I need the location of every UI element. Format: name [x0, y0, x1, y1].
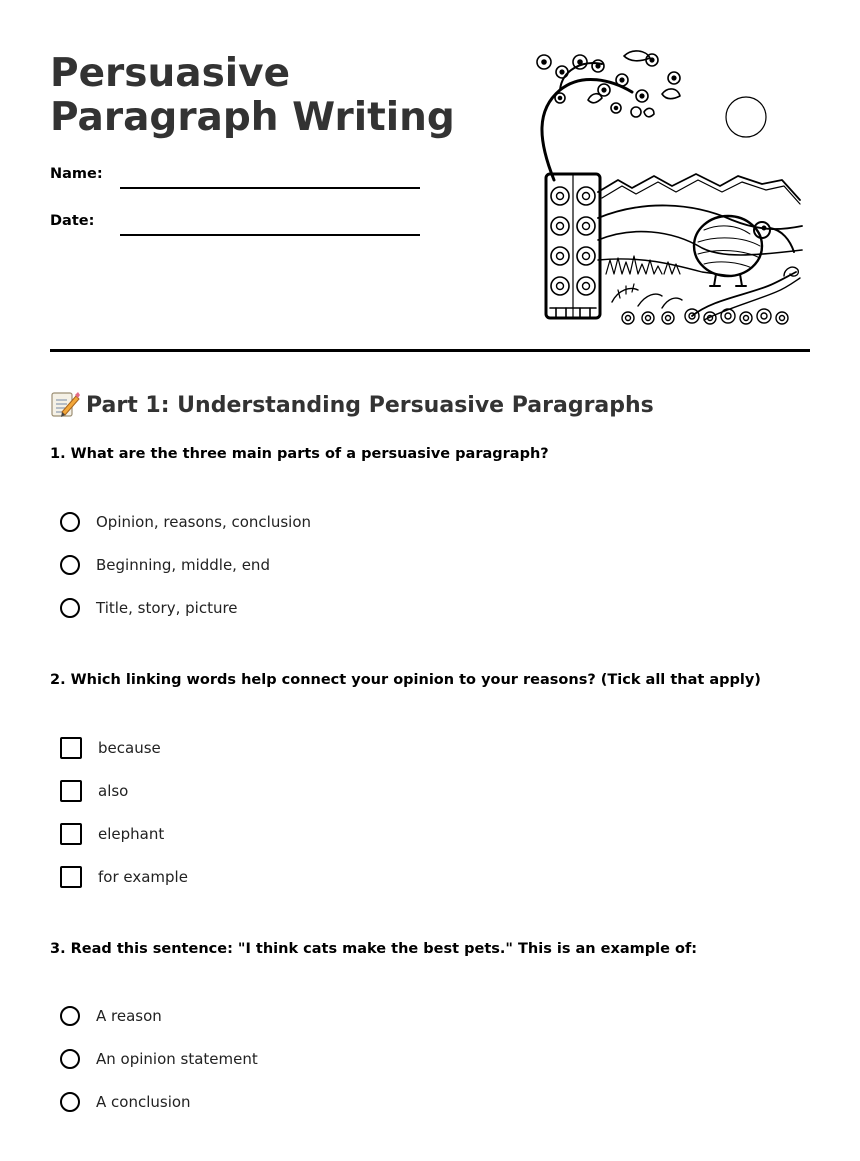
radio-button[interactable] [60, 1049, 80, 1069]
radio-button[interactable] [60, 598, 80, 618]
question-3-option-2[interactable] [60, 1047, 258, 1071]
question-2-text: 2. Which linking words help connect your opinion to your reasons? (Tick all that apply) [50, 672, 761, 688]
memo-icon [50, 390, 80, 418]
option-label: A reason [96, 1007, 162, 1025]
option-label: Opinion, reasons, conclusion [96, 513, 312, 531]
checkbox[interactable] [60, 823, 82, 845]
carved-post-icon [546, 174, 600, 318]
name-field[interactable] [120, 187, 420, 189]
question-3-text: 3. Read this sentence: "I think cats make the best pets." This is an example of: [50, 941, 698, 957]
question-3-option-1[interactable] [60, 1004, 162, 1028]
question-2-option-4[interactable] [60, 865, 188, 889]
question-2-option-1[interactable] [60, 736, 161, 760]
page-title: Persuasive Paragraph Writing [50, 51, 455, 140]
question-2-option-2[interactable] [60, 779, 128, 803]
option-label: An opinion statement [96, 1050, 258, 1068]
moon-icon [726, 97, 766, 137]
option-label: also [98, 782, 129, 800]
option-label: Title, story, picture [96, 599, 238, 617]
option-label: Beginning, middle, end [96, 556, 270, 574]
option-label: because [98, 739, 161, 757]
option-label: A conclusion [96, 1093, 191, 1111]
checkbox[interactable] [60, 737, 82, 759]
checkbox[interactable] [60, 866, 82, 888]
section-1-heading [50, 390, 654, 421]
question-1-option-3[interactable] [60, 596, 238, 620]
header-divider [50, 349, 810, 352]
radio-button[interactable] [60, 1006, 80, 1026]
question-2-option-3[interactable] [60, 822, 164, 846]
radio-button[interactable] [60, 1092, 80, 1112]
date-field[interactable] [120, 234, 420, 236]
question-1-text: 1. What are the three main parts of a persuasive paragraph? [50, 446, 549, 462]
question-3-option-3[interactable] [60, 1090, 191, 1114]
kiwi-landscape-illustration [532, 50, 810, 330]
option-label: for example [98, 868, 188, 886]
radio-button[interactable] [60, 555, 80, 575]
name-label: Name: [50, 166, 103, 182]
question-1-option-2[interactable] [60, 553, 270, 577]
radio-button[interactable] [60, 512, 80, 532]
question-1-option-1[interactable] [60, 510, 311, 534]
checkbox[interactable] [60, 780, 82, 802]
date-label: Date: [50, 213, 95, 229]
section-1-title: Part 1: Understanding Persuasive Paragraphs [86, 393, 654, 418]
option-label: elephant [98, 825, 165, 843]
